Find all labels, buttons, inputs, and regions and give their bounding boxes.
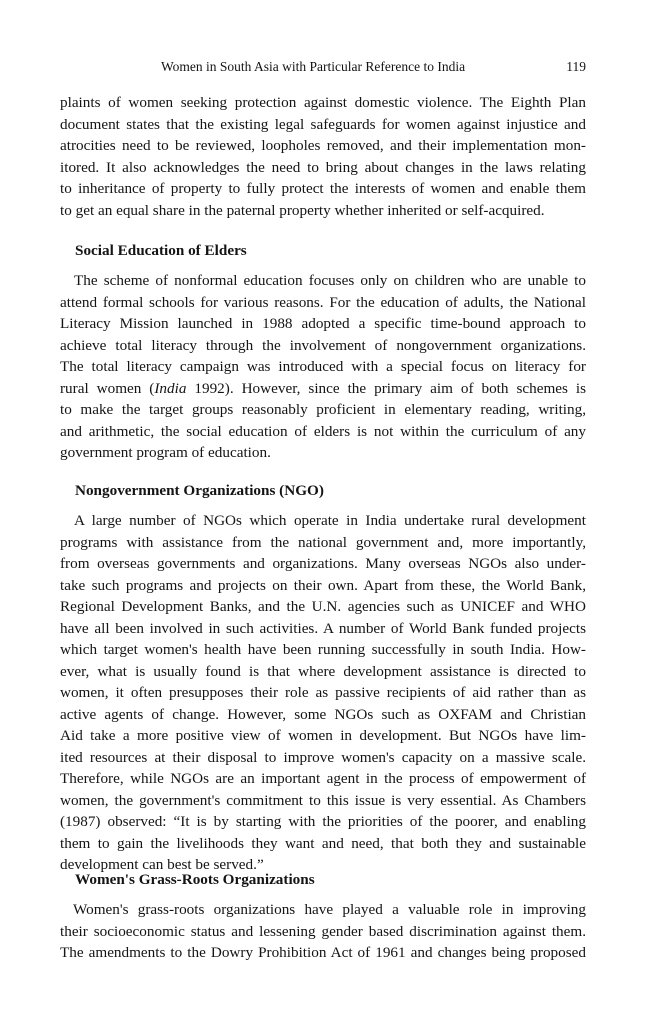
text-line: document states that the existing legal safeguards for women against injustice and bbox=[60, 115, 586, 133]
text-line: them to gain the livelihoods they want and need, that both they and sustainable bbox=[60, 834, 586, 852]
paragraph-grass-roots bbox=[60, 899, 586, 964]
running-head-title: Women in South Asia with Particular Reference to India bbox=[161, 59, 466, 74]
text-line: Literacy Mission launched in 1988 adopted a specific time-bound approach to bbox=[60, 315, 586, 332]
text-line: The total literacy campaign was introduced with a special focus on literacy for bbox=[60, 358, 586, 375]
text-line: to get an equal share in the paternal property whether inherited or self-acquired. bbox=[60, 201, 545, 219]
text-line: and arithmetic, the social education of elders is not within the curriculum of any bbox=[60, 422, 586, 440]
text-line: from overseas governments and organizations. Many overseas NGOs also under- bbox=[60, 555, 586, 572]
section-heading-ngo: Nongovernment Organizations (NGO) bbox=[75, 482, 324, 499]
text-line: ited resources at their disposal to improve women's capacity on a massive scale. bbox=[60, 748, 586, 766]
text-line: achieve total literacy through the involvement of nongovernment organizations. bbox=[60, 336, 586, 354]
text-line: Women's grass-roots organizations have played a valuable role in improving bbox=[73, 901, 586, 918]
citation-title: India bbox=[154, 379, 187, 397]
text-line: itored. It also acknowledges the need to bring about changes in the laws relating bbox=[60, 158, 586, 176]
paragraph-social-education bbox=[60, 270, 586, 464]
section-heading-social-education: Social Education of Elders bbox=[75, 242, 247, 259]
text-line: to inheritance of property to fully protect the interests of women and enable them bbox=[60, 180, 586, 197]
text-line: government program of education. bbox=[60, 444, 271, 461]
text-line: programs with assistance from the national government and, more importantly, bbox=[60, 533, 586, 551]
section-heading-grass-roots: Women's Grass-Roots Organizations bbox=[75, 871, 315, 888]
text-line: A large number of NGOs which operate in India undertake rural development bbox=[74, 512, 586, 529]
text-line: plaints of women seeking protection against domestic violence. The Eighth Plan bbox=[60, 94, 586, 111]
text-line: their socioeconomic status and lessening gender based discrimination against them. bbox=[60, 922, 586, 940]
text-line: women, it often presupposes their role as passive recipients of aid rather than as bbox=[60, 684, 586, 701]
text-line: women, the government's commitment to this issue is very essential. As Chambers bbox=[60, 791, 586, 809]
text-line: (1987) observed: “It is by starting with the priorities of the poorer, and enabling bbox=[60, 813, 586, 830]
text-line: Therefore, while NGOs are an important agent in the process of empowerment of bbox=[60, 770, 586, 787]
text-line: Aid take a more positive view of women in development. But NGOs have lim- bbox=[60, 727, 586, 744]
text-line: Regional Development Banks, and the U.N. agencies such as UNICEF and WHO bbox=[60, 598, 586, 615]
text-line: which target women's health have been running successfully in south India. How- bbox=[60, 641, 586, 658]
text-line: have all been involved in such activities. A number of World Bank funded projects bbox=[60, 619, 586, 637]
text-line: active agents of change. However, some NGOs such as OXFAM and Christian bbox=[60, 705, 586, 723]
text-line: ever, what is usually found is that where development assistance is directed to bbox=[60, 662, 586, 680]
paragraph-ngo bbox=[60, 510, 586, 876]
text-line: attend formal schools for various reasons. For the education of adults, the National bbox=[60, 293, 586, 311]
text-line: take such programs and projects on their own. Apart from these, the World Bank, bbox=[60, 576, 586, 594]
text-line: atrocities need to be reviewed, loopholes removed, and their implementation mon- bbox=[60, 137, 586, 154]
text-line: development can best be served.” bbox=[60, 856, 264, 873]
page-number: 119 bbox=[566, 59, 586, 74]
running-head bbox=[60, 59, 586, 79]
text-line: rural women (India 1992). However, since the primary aim of both schemes is bbox=[60, 379, 586, 397]
paragraph-eighth-plan bbox=[60, 92, 586, 221]
text-line: The amendments to the Dowry Prohibition Act of 1961 and changes being proposed bbox=[60, 944, 586, 961]
text-line: The scheme of nonformal education focuses only on children who are unable to bbox=[74, 272, 586, 289]
text-line: to make the target groups reasonably proficient in elementary reading, writing, bbox=[60, 401, 586, 418]
